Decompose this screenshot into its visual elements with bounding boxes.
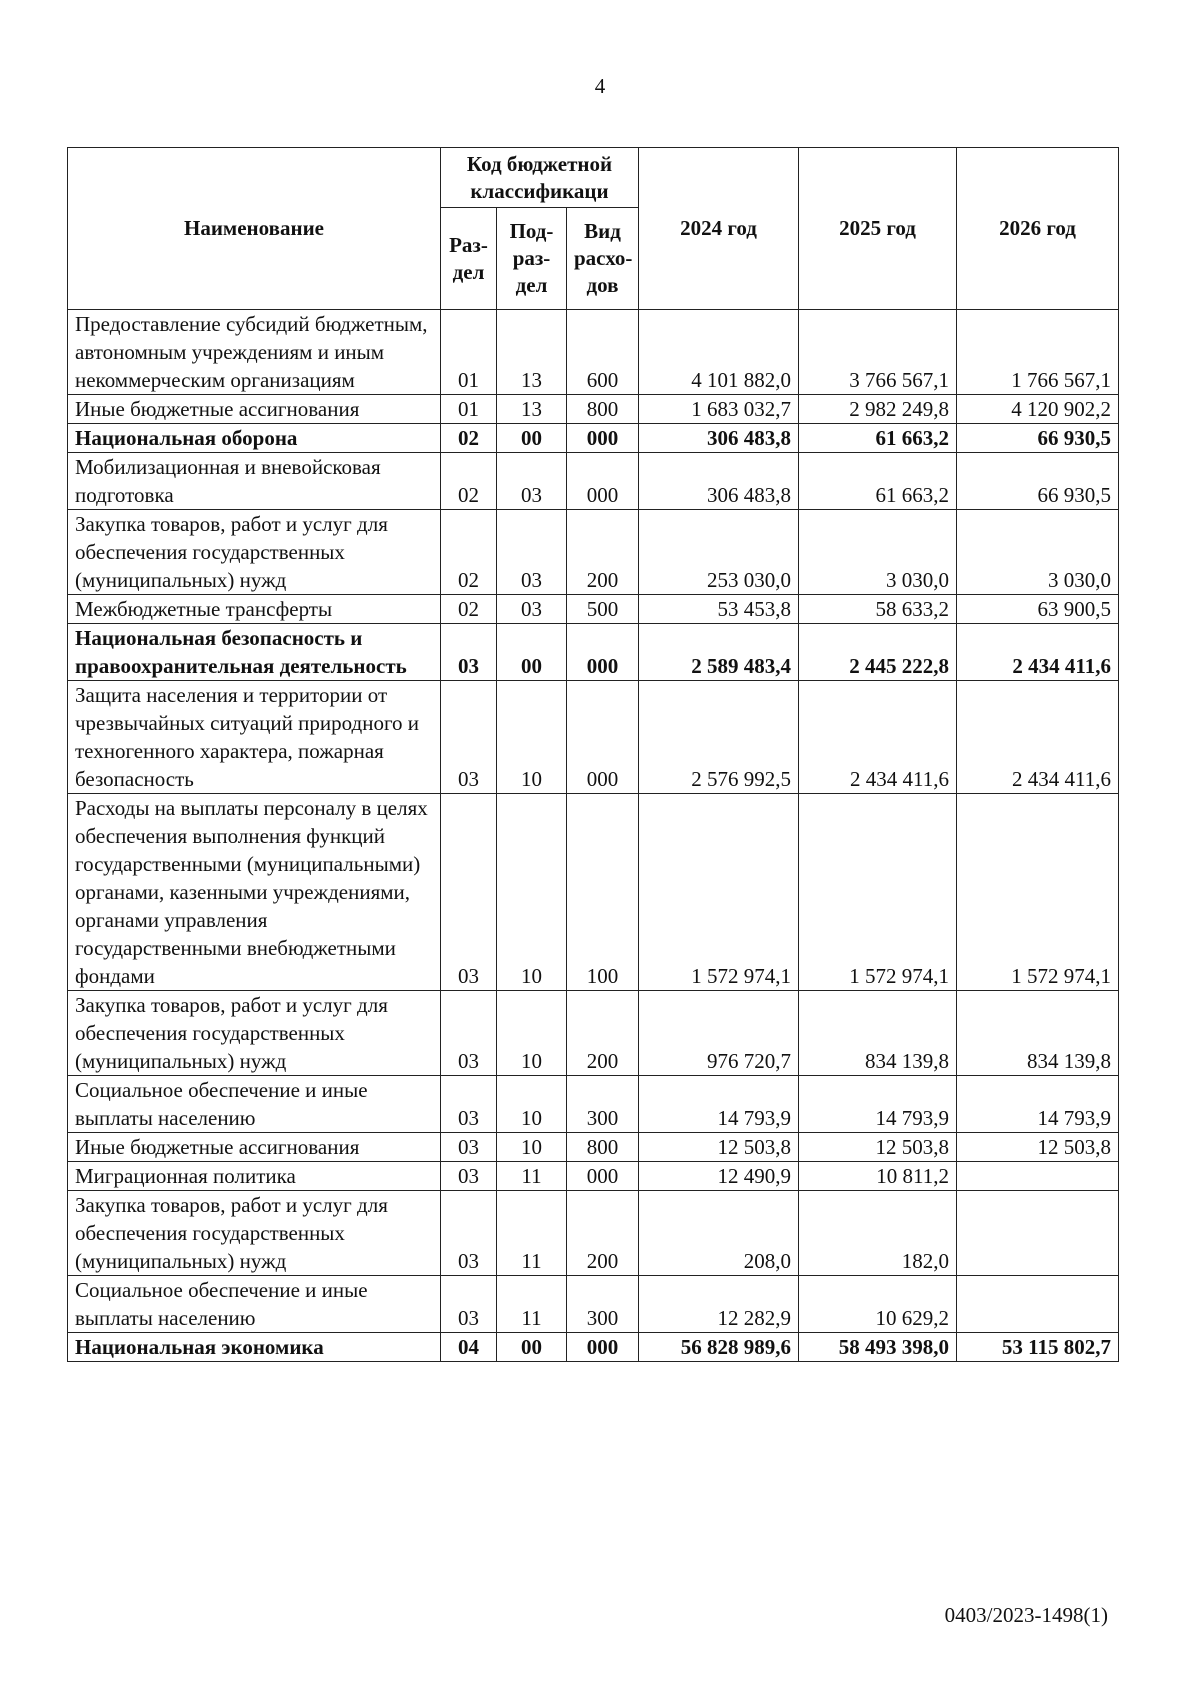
row-section: 03 <box>441 1133 497 1162</box>
header-2024: 2024 год <box>639 148 799 310</box>
row-expense-type: 800 <box>567 395 639 424</box>
row-expense-type: 200 <box>567 510 639 595</box>
row-value-2024: 2 576 992,5 <box>639 681 799 794</box>
row-expense-type: 000 <box>567 453 639 510</box>
table-row <box>68 624 1119 681</box>
row-section: 01 <box>441 310 497 395</box>
row-value-2026 <box>957 1191 1119 1276</box>
row-value-2025: 10 629,2 <box>799 1276 957 1333</box>
row-value-2026: 1 572 974,1 <box>957 794 1119 991</box>
row-value-2024: 2 589 483,4 <box>639 624 799 681</box>
header-2025: 2025 год <box>799 148 957 310</box>
row-value-2025: 61 663,2 <box>799 453 957 510</box>
row-value-2026: 4 120 902,2 <box>957 395 1119 424</box>
row-subsection: 03 <box>497 510 567 595</box>
row-section: 02 <box>441 595 497 624</box>
row-value-2025: 2 434 411,6 <box>799 681 957 794</box>
row-name: Закупка товаров, работ и услуг для обеспечения государственных (муниципальных) нужд <box>68 510 441 595</box>
row-value-2025: 3 030,0 <box>799 510 957 595</box>
row-value-2025: 58 493 398,0 <box>799 1333 957 1362</box>
row-name: Иные бюджетные ассигнования <box>68 395 441 424</box>
row-name: Межбюджетные трансферты <box>68 595 441 624</box>
row-expense-type: 300 <box>567 1076 639 1133</box>
row-subsection: 10 <box>497 681 567 794</box>
row-value-2026: 14 793,9 <box>957 1076 1119 1133</box>
row-subsection: 13 <box>497 310 567 395</box>
row-expense-type: 600 <box>567 310 639 395</box>
row-expense-type: 000 <box>567 681 639 794</box>
row-value-2024: 12 282,9 <box>639 1276 799 1333</box>
row-section: 02 <box>441 510 497 595</box>
row-section: 03 <box>441 1162 497 1191</box>
table-row <box>68 1191 1119 1276</box>
table-row <box>68 1162 1119 1191</box>
row-value-2026: 12 503,8 <box>957 1133 1119 1162</box>
row-value-2024: 14 793,9 <box>639 1076 799 1133</box>
row-section: 04 <box>441 1333 497 1362</box>
row-expense-type: 000 <box>567 1333 639 1362</box>
table-body <box>68 310 1119 1362</box>
row-value-2024: 208,0 <box>639 1191 799 1276</box>
row-value-2026: 2 434 411,6 <box>957 681 1119 794</box>
row-expense-type: 000 <box>567 424 639 453</box>
row-value-2024: 12 503,8 <box>639 1133 799 1162</box>
row-value-2024: 253 030,0 <box>639 510 799 595</box>
row-value-2025: 12 503,8 <box>799 1133 957 1162</box>
budget-table <box>67 147 1119 1362</box>
table-row <box>68 794 1119 991</box>
table-row <box>68 453 1119 510</box>
table-header <box>68 148 1119 310</box>
row-value-2026: 834 139,8 <box>957 991 1119 1076</box>
row-value-2024: 306 483,8 <box>639 453 799 510</box>
table-row <box>68 1076 1119 1133</box>
row-value-2024: 56 828 989,6 <box>639 1333 799 1362</box>
row-subsection: 10 <box>497 991 567 1076</box>
row-value-2024: 976 720,7 <box>639 991 799 1076</box>
row-expense-type: 100 <box>567 794 639 991</box>
row-value-2025: 10 811,2 <box>799 1162 957 1191</box>
row-subsection: 10 <box>497 794 567 991</box>
table-row <box>68 395 1119 424</box>
row-name: Закупка товаров, работ и услуг для обеспечения государственных (муниципальных) нужд <box>68 1191 441 1276</box>
row-section: 02 <box>441 424 497 453</box>
row-value-2025: 182,0 <box>799 1191 957 1276</box>
row-expense-type: 200 <box>567 991 639 1076</box>
row-subsection: 00 <box>497 624 567 681</box>
row-value-2026 <box>957 1276 1119 1333</box>
row-value-2025: 834 139,8 <box>799 991 957 1076</box>
header-name: Наименование <box>68 148 441 310</box>
table-row <box>68 424 1119 453</box>
row-expense-type: 300 <box>567 1276 639 1333</box>
row-value-2025: 2 445 222,8 <box>799 624 957 681</box>
table-row <box>68 510 1119 595</box>
row-expense-type: 500 <box>567 595 639 624</box>
row-name: Миграционная политика <box>68 1162 441 1191</box>
table-row <box>68 1333 1119 1362</box>
row-subsection: 00 <box>497 1333 567 1362</box>
header-subsection: Под-раз-дел <box>497 208 567 310</box>
row-subsection: 11 <box>497 1191 567 1276</box>
row-name: Социальное обеспечение и иные выплаты населению <box>68 1076 441 1133</box>
row-expense-type: 000 <box>567 1162 639 1191</box>
row-name: Социальное обеспечение и иные выплаты населению <box>68 1276 441 1333</box>
page-number: 4 <box>594 74 606 98</box>
row-section: 03 <box>441 794 497 991</box>
header-section: Раз-дел <box>441 208 497 310</box>
row-expense-type: 000 <box>567 624 639 681</box>
row-section: 02 <box>441 453 497 510</box>
table-row <box>68 1276 1119 1333</box>
row-value-2026: 66 930,5 <box>957 453 1119 510</box>
row-name: Национальная экономика <box>68 1333 441 1362</box>
row-subsection: 00 <box>497 424 567 453</box>
table-row <box>68 681 1119 794</box>
header-2026: 2026 год <box>957 148 1119 310</box>
row-value-2026: 1 766 567,1 <box>957 310 1119 395</box>
row-subsection: 11 <box>497 1162 567 1191</box>
row-value-2026: 53 115 802,7 <box>957 1333 1119 1362</box>
row-name: Мобилизационная и вневойсковая подготовка <box>68 453 441 510</box>
row-value-2025: 61 663,2 <box>799 424 957 453</box>
row-subsection: 03 <box>497 453 567 510</box>
row-subsection: 10 <box>497 1133 567 1162</box>
table-row <box>68 1133 1119 1162</box>
row-name: Предоставление субсидий бюджетным, автономным учреждениям и иным некоммерческим организациям <box>68 310 441 395</box>
table-row <box>68 310 1119 395</box>
row-section: 03 <box>441 624 497 681</box>
row-value-2025: 14 793,9 <box>799 1076 957 1133</box>
row-subsection: 11 <box>497 1276 567 1333</box>
row-value-2024: 4 101 882,0 <box>639 310 799 395</box>
row-expense-type: 800 <box>567 1133 639 1162</box>
row-section: 03 <box>441 1276 497 1333</box>
header-budget-code: Код бюджетной классификаци <box>441 148 639 208</box>
row-value-2026: 66 930,5 <box>957 424 1119 453</box>
table-row <box>68 991 1119 1076</box>
row-name: Закупка товаров, работ и услуг для обеспечения государственных (муниципальных) нужд <box>68 991 441 1076</box>
row-subsection: 10 <box>497 1076 567 1133</box>
row-expense-type: 200 <box>567 1191 639 1276</box>
row-section: 03 <box>441 1076 497 1133</box>
row-name: Защита населения и территории от чрезвычайных ситуаций природного и техногенного характера, пожарная безопасность <box>68 681 441 794</box>
row-value-2024: 306 483,8 <box>639 424 799 453</box>
row-value-2024: 1 572 974,1 <box>639 794 799 991</box>
row-section: 03 <box>441 1191 497 1276</box>
row-subsection: 03 <box>497 595 567 624</box>
row-value-2026: 3 030,0 <box>957 510 1119 595</box>
row-name: Иные бюджетные ассигнования <box>68 1133 441 1162</box>
row-value-2025: 2 982 249,8 <box>799 395 957 424</box>
row-value-2024: 12 490,9 <box>639 1162 799 1191</box>
row-value-2025: 3 766 567,1 <box>799 310 957 395</box>
row-value-2024: 1 683 032,7 <box>639 395 799 424</box>
row-section: 01 <box>441 395 497 424</box>
row-name: Национальная безопасность и правоохранительная деятельность <box>68 624 441 681</box>
row-value-2026 <box>957 1162 1119 1191</box>
header-expense-type: Вид расхо-дов <box>567 208 639 310</box>
row-name: Расходы на выплаты персоналу в целях обеспечения выполнения функций государственными (муниципальными) органами, казенными учреждениями, органами управления государственными внебюджетными фондами <box>68 794 441 991</box>
row-value-2026: 63 900,5 <box>957 595 1119 624</box>
row-section: 03 <box>441 681 497 794</box>
row-subsection: 13 <box>497 395 567 424</box>
row-value-2026: 2 434 411,6 <box>957 624 1119 681</box>
row-value-2025: 1 572 974,1 <box>799 794 957 991</box>
row-value-2025: 58 633,2 <box>799 595 957 624</box>
row-value-2024: 53 453,8 <box>639 595 799 624</box>
document-id: 0403/2023-1498(1) <box>944 1603 1108 1627</box>
table-row <box>68 595 1119 624</box>
row-section: 03 <box>441 991 497 1076</box>
row-name: Национальная оборона <box>68 424 441 453</box>
